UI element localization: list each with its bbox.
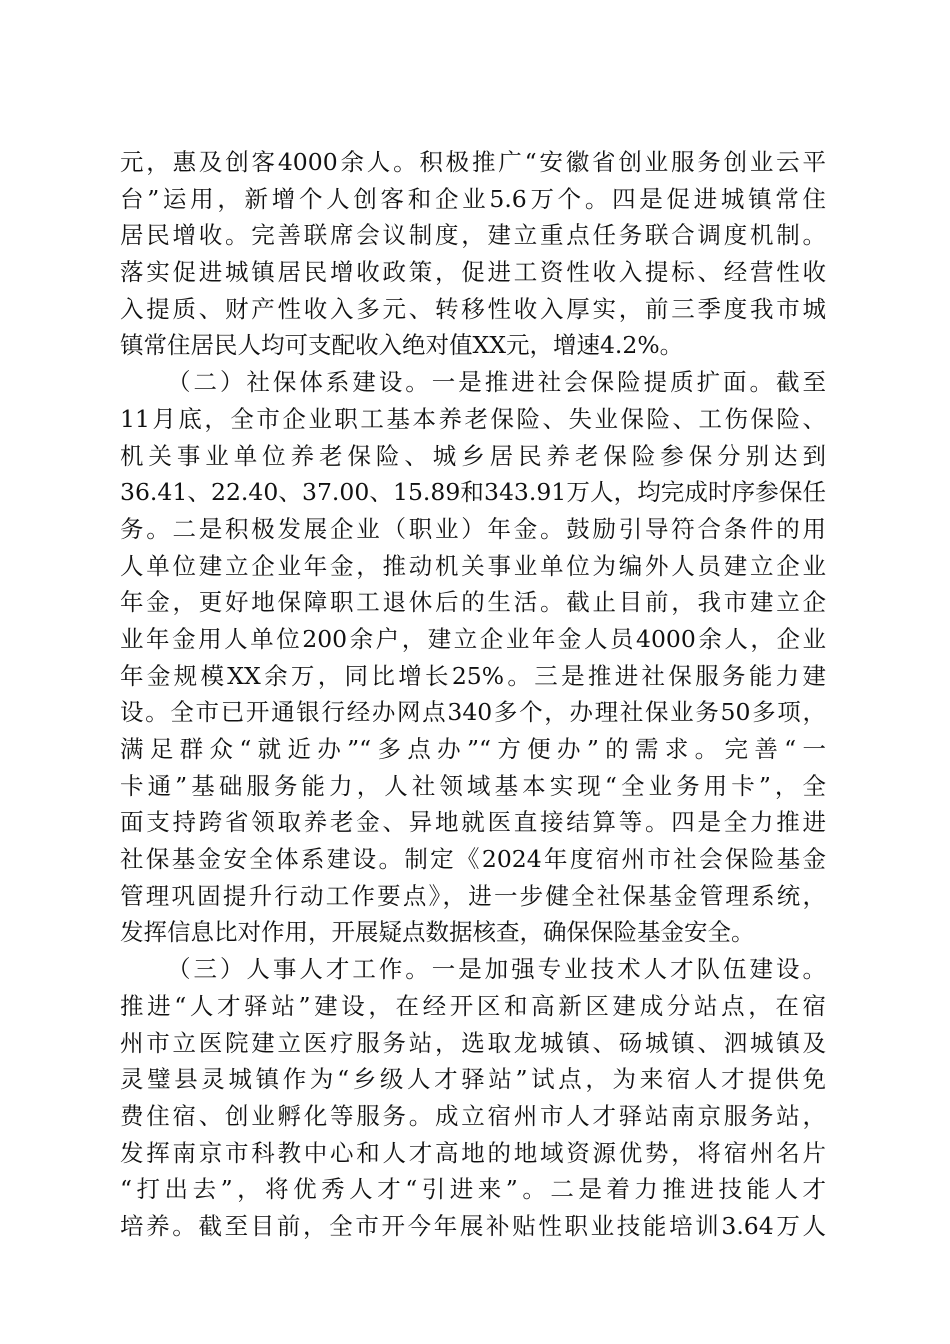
text-line: 卡通”基础服务能力，人社领域基本实现“全业务用卡”，全 <box>120 771 826 800</box>
document-body <box>120 144 826 1245</box>
text-line: 36.41、22.40、37.00、15.89和343.91万人，均完成时序参保任 <box>120 478 826 507</box>
text-line: 推进“人才驿站”建设，在经开区和高新区建成分站点，在宿 <box>120 991 826 1020</box>
text-line: 设。全市已开通银行经办网点340多个，办理社保业务50多项， <box>120 698 826 727</box>
text-line: 满足群众“就近办”“多点办”“方便办”的需求。完善“一 <box>120 735 826 763</box>
text-line: 灵璧县灵城镇作为“乡级人才驿站”试点，为来宿人才提供免 <box>120 1065 826 1094</box>
text-line: 镇常住居民人均可支配收入绝对值XX元，增速4.2%。 <box>120 331 684 360</box>
text-line: 年金，更好地保障职工退休后的生活。截止目前，我市建立企 <box>120 588 826 617</box>
text-line: 发挥信息比对作用，开展疑点数据核查，确保保险基金安全。 <box>120 918 755 947</box>
text-line: 管理巩固提升行动工作要点》，进一步健全社保基金管理系统， <box>120 881 826 910</box>
text-line: 元，惠及创客4000余人。积极推广“安徽省创业服务创业云平 <box>120 148 826 176</box>
text-line: 居民增收。完善联席会议制度，建立重点任务联合调度机制。 <box>120 221 826 250</box>
text-line: 发挥南京市科教中心和人才高地的地域资源优势，将宿州名片 <box>120 1138 826 1167</box>
text-line: 务。二是积极发展企业（职业）年金。鼓励引导符合条件的用 <box>120 514 826 543</box>
text-line: 人单位建立企业年金，推动机关事业单位为编外人员建立企业 <box>120 551 826 580</box>
text-line: 培养。截至目前，全市开今年展补贴性职业技能培训3.64万人 <box>120 1211 826 1240</box>
text-line: （二）社保体系建设。一是推进社会保险提质扩面。截至 <box>167 368 826 397</box>
text-line: 业年金用人单位200余户，建立企业年金人员4000余人，企业 <box>120 624 826 653</box>
text-line: 台”运用，新增个人创客和企业5.6万个。四是促进城镇常住 <box>120 184 826 213</box>
text-line: 社保基金安全体系建设。制定《2024年度宿州市社会保险基金 <box>120 845 826 874</box>
text-line: 州市立医院建立医疗服务站，选取龙城镇、砀城镇、泗城镇及 <box>120 1028 826 1057</box>
text-line: 落实促进城镇居民增收政策，促进工资性收入提标、经营性收 <box>120 258 826 287</box>
text-line: 费住宿、创业孵化等服务。成立宿州市人才驿站南京服务站， <box>120 1101 826 1130</box>
text-line: “打出去”，将优秀人才“引进来”。二是着力推进技能人才 <box>120 1175 826 1204</box>
text-line: 入提质、财产性收入多元、转移性收入厚实，前三季度我市城 <box>120 294 826 323</box>
text-line: 机关事业单位养老保险、城乡居民养老保险参保分别达到 <box>120 441 826 470</box>
text-line: 面支持跨省领取养老金、异地就医直接结算等。四是全力推进 <box>120 808 826 837</box>
text-line: （三）人事人才工作。一是加强专业技术人才队伍建设。 <box>167 955 826 984</box>
text-line: 年金规模XX余万，同比增长25%。三是推进社保服务能力建 <box>120 661 826 690</box>
text-line: 11月底，全市企业职工基本养老保险、失业保险、工伤保险、 <box>120 404 826 433</box>
